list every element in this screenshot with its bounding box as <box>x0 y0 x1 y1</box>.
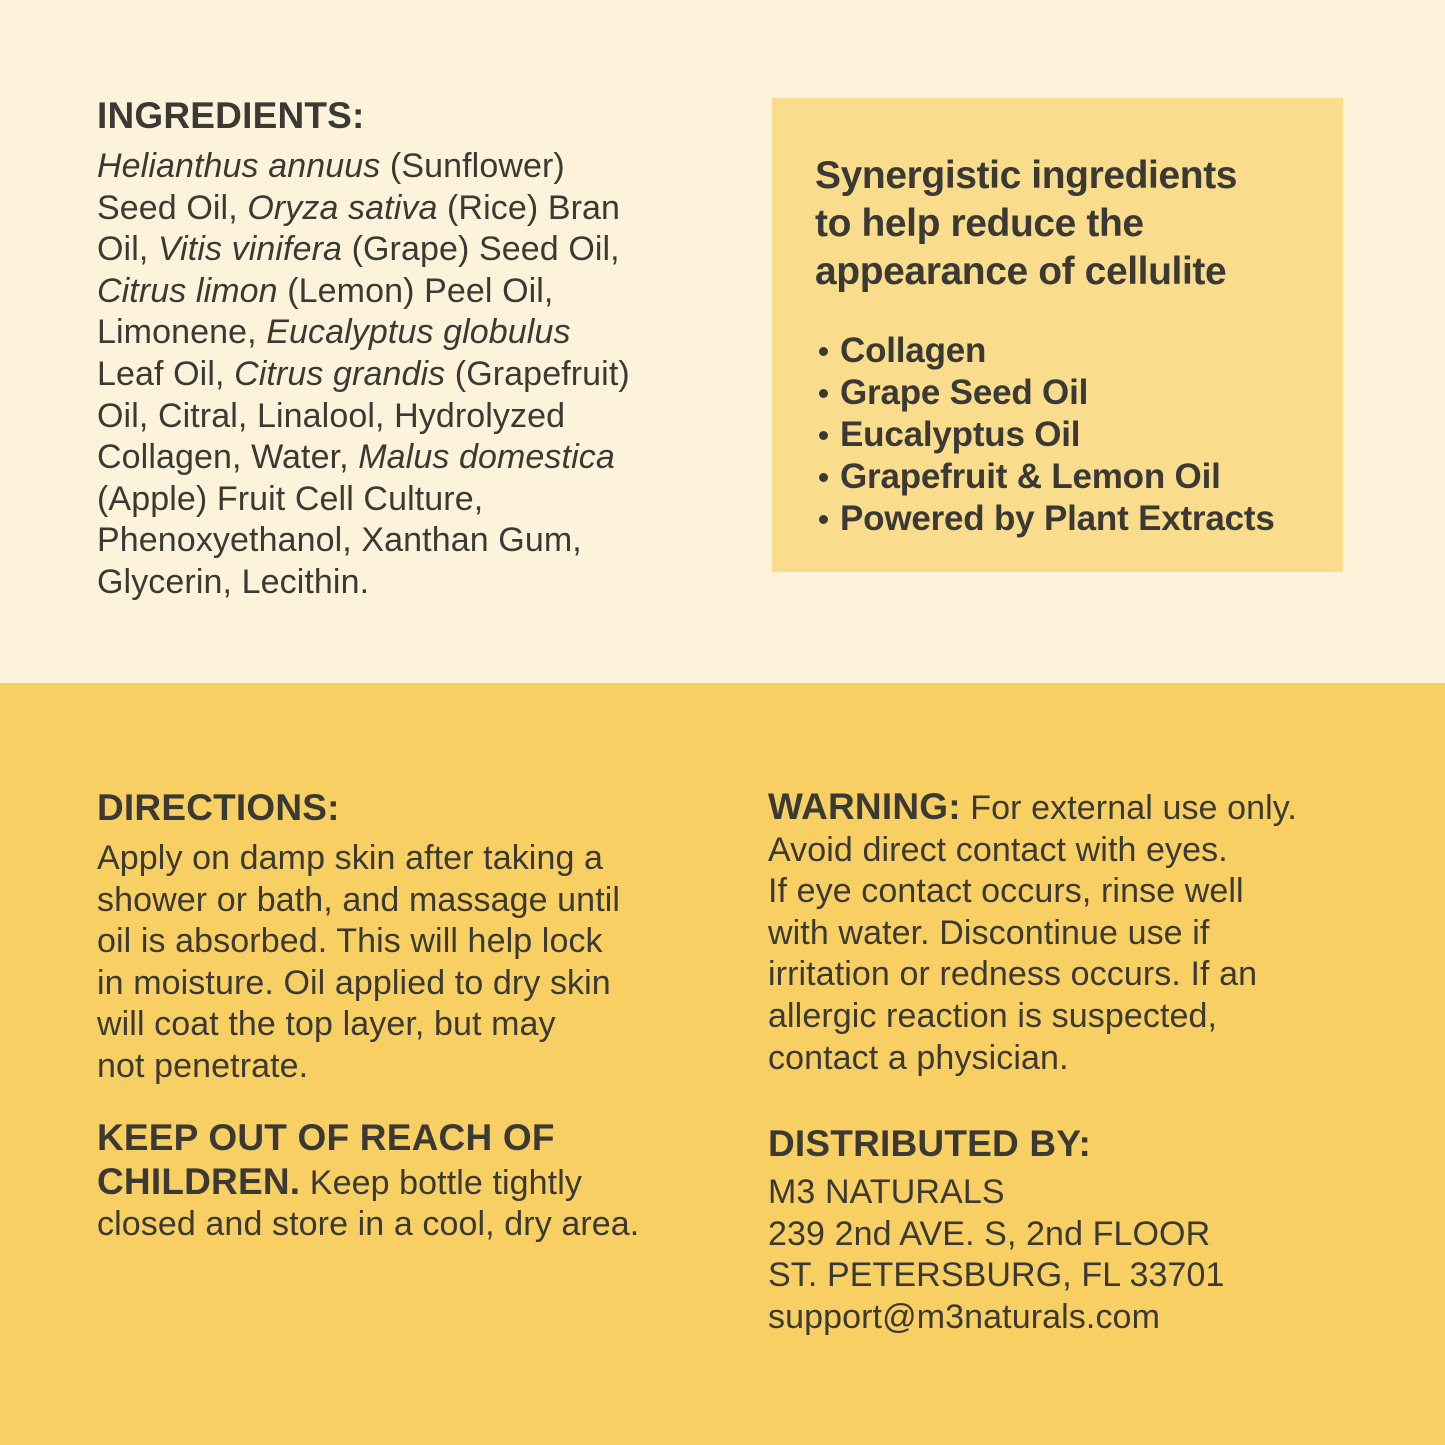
text-segment: WARNING: <box>768 786 961 827</box>
benefits-bullet-list <box>815 330 1305 540</box>
keep-out-section <box>97 1117 797 1246</box>
directions-heading: DIRECTIONS: <box>97 787 340 828</box>
directions-text <box>97 838 777 1088</box>
text-segment: For external use only. <box>960 789 1297 827</box>
text-segment: in moisture. Oil applied to dry skin <box>97 963 611 1002</box>
text-segment: Synergistic ingredients <box>815 154 1238 197</box>
text-segment: If eye contact occurs, rinse well <box>768 872 1244 911</box>
bullet-item: Grape Seed Oil <box>815 372 1305 414</box>
text-segment: oil is absorbed. This will help lock <box>97 922 603 961</box>
keep-out-text <box>97 1117 797 1246</box>
text-segment: support@m3naturals.com <box>768 1297 1160 1336</box>
distributed-text <box>768 1172 1428 1338</box>
ingredients-section <box>97 94 757 604</box>
text-segment: M3 NATURALS <box>768 1173 1005 1211</box>
text-segment: Helianthus annuus <box>97 147 381 185</box>
text-segment: irritation or redness occurs. If an <box>768 955 1258 994</box>
text-segment: Oryza sativa <box>247 188 438 227</box>
text-segment: Eucalyptus globulus <box>266 313 571 352</box>
text-segment: Citrus grandis <box>234 354 446 393</box>
text-segment: Collagen, Water, <box>97 438 359 477</box>
text-segment: Malus domestica <box>358 438 615 477</box>
text-segment: Limonene, <box>97 313 267 352</box>
text-segment: 239 2nd AVE. S, 2nd FLOOR <box>768 1214 1211 1253</box>
text-segment: Oil, Citral, Linalool, Hydrolyzed <box>97 396 566 435</box>
text-segment: contact a physician. <box>768 1038 1069 1077</box>
benefits-box <box>772 98 1343 572</box>
distributed-heading: DISTRIBUTED BY: <box>768 1123 1091 1164</box>
text-segment: (Sunflower) <box>380 147 565 185</box>
text-segment: shower or bath, and massage until <box>97 880 621 919</box>
text-segment: not penetrate. <box>97 1046 309 1085</box>
bullet-item: Grapefruit & Lemon Oil <box>815 456 1305 498</box>
text-segment: Leaf Oil, <box>97 354 235 393</box>
benefits-heading <box>815 152 1305 296</box>
directions-section <box>97 786 777 1088</box>
bullet-item: Collagen <box>815 330 1305 372</box>
text-segment: Seed Oil, <box>97 188 248 227</box>
text-segment: Citrus limon <box>97 271 278 310</box>
text-segment: with water. Discontinue use if <box>768 913 1210 952</box>
ingredients-text <box>97 146 757 604</box>
text-segment: (Grapefruit) <box>445 354 630 393</box>
text-segment: (Rice) Bran <box>437 188 621 227</box>
text-segment: CHILDREN. <box>97 1160 301 1202</box>
text-segment: Vitis vinifera <box>157 230 343 269</box>
text-segment: KEEP OUT OF REACH OF <box>97 1117 555 1158</box>
text-segment: (Apple) Fruit Cell Culture, <box>97 479 484 518</box>
text-segment: to help reduce the <box>815 202 1144 245</box>
text-segment: Apply on damp skin after taking a <box>97 839 604 877</box>
text-segment: will coat the top layer, but may <box>97 1005 556 1044</box>
text-segment: appearance of cellulite <box>815 250 1227 293</box>
text-segment: (Grape) Seed Oil, <box>342 230 620 269</box>
text-segment: Oil, <box>97 230 158 269</box>
text-segment: ST. PETERSBURG, FL 33701 <box>768 1256 1225 1295</box>
text-segment: Phenoxyethanol, Xanthan Gum, <box>97 521 582 560</box>
text-segment: Glycerin, Lecithin. <box>97 562 370 601</box>
warning-text <box>768 786 1428 1079</box>
text-segment: closed and store in a cool, dry area. <box>97 1205 640 1244</box>
bullet-item: Eucalyptus Oil <box>815 414 1305 456</box>
bullet-item: Powered by Plant Extracts <box>815 498 1305 540</box>
distributed-section <box>768 1122 1428 1338</box>
text-segment: allergic reaction is suspected, <box>768 996 1218 1035</box>
ingredients-heading: INGREDIENTS: <box>97 95 365 136</box>
text-segment: Keep bottle tightly <box>300 1163 582 1202</box>
text-segment: (Lemon) Peel Oil, <box>277 271 554 310</box>
text-segment: Avoid direct contact with eyes. <box>768 830 1228 869</box>
warning-section <box>768 786 1428 1079</box>
